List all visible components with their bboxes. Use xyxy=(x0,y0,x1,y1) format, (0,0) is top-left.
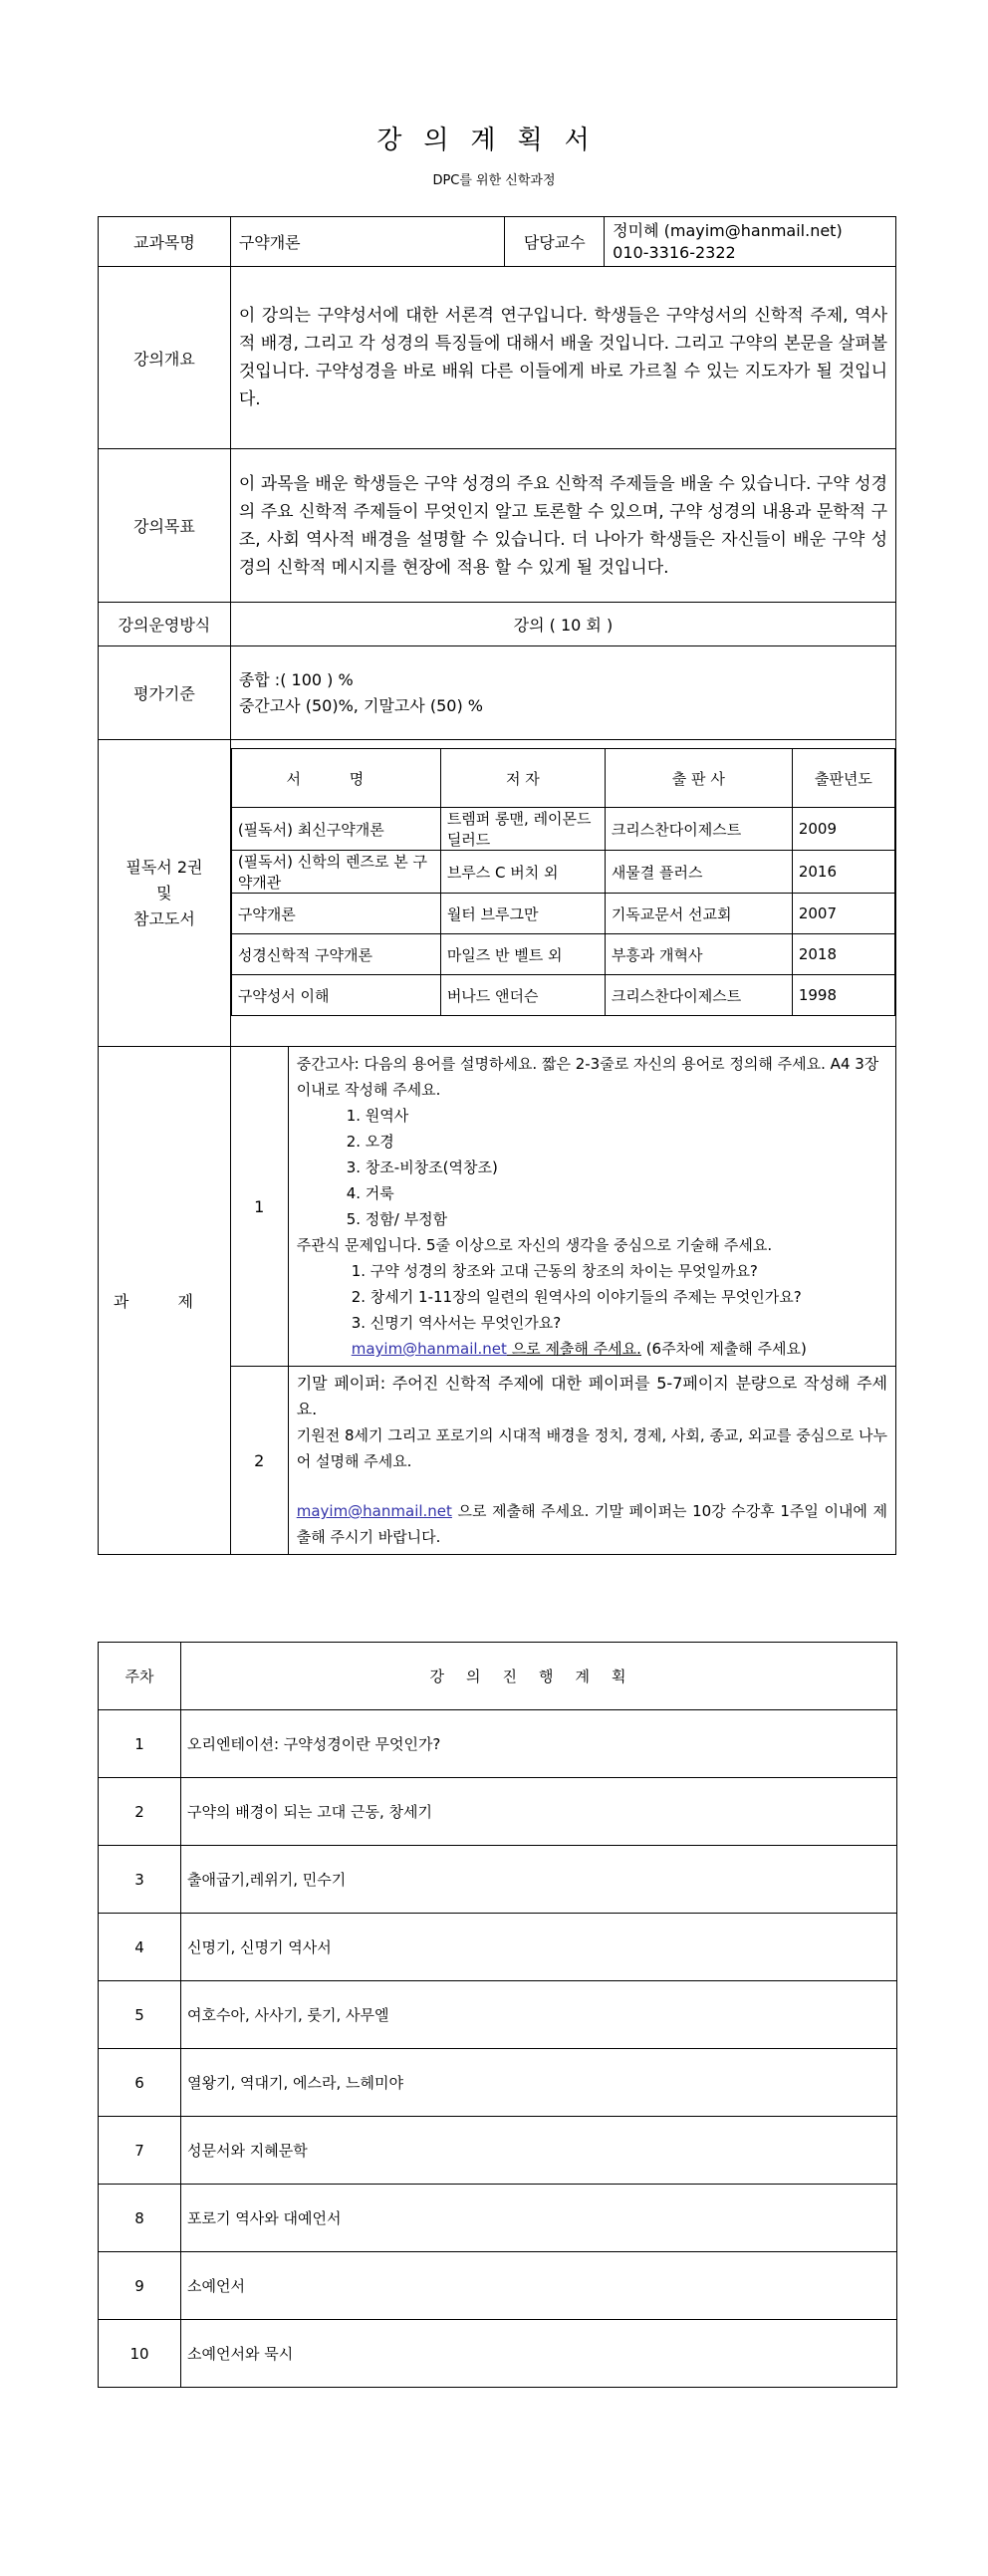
book-title: 성경신학적 구약개론 xyxy=(231,934,440,975)
list-item: 2. 창세기 1-11장의 일련의 원역사의 이야기들의 주제는 무엇인가요? xyxy=(351,1288,802,1306)
method-value: 강의 ( 10 회 ) xyxy=(230,603,895,646)
week-header: 주차 xyxy=(99,1643,181,1710)
submit-note: (6주차에 제출해 주세요) xyxy=(640,1340,807,1358)
books-header-year: 출판년도 xyxy=(792,749,894,808)
assignment-num: 2 xyxy=(230,1367,288,1555)
book-year: 2009 xyxy=(792,808,894,851)
list-item: 1. 구약 성경의 창조와 고대 근동의 창조의 차이는 무엇일까요? xyxy=(351,1262,758,1280)
week-topic: 구약의 배경이 되는 고대 근동, 창세기 xyxy=(181,1778,897,1846)
week-number: 9 xyxy=(99,2252,181,2320)
list-item: 1. 원역사 xyxy=(346,1107,409,1125)
syllabus-table xyxy=(98,216,896,1555)
list-item: 4. 거룩 xyxy=(346,1184,394,1202)
overview-text: 이 강의는 구약성서에 대한 서론격 연구입니다. 학생들은 구약성서의 신학적 주제, 역사적 배경, 그리고 각 성경의 특징들에 대해서 배울 것입니다. 그리고 구약의 본문을 살펴볼 것입니다. 구약성경을 바로 배워 다른 이들에게 바로 가르칠 수 있는 지도자가 될 것입니다. xyxy=(230,267,895,449)
book-year: 2018 xyxy=(792,934,894,975)
table-row xyxy=(99,1846,897,1914)
book-author: 트렘퍼 롱맨, 레이몬드 딜러드 xyxy=(440,808,605,851)
week-topic: 출애굽기,레위기, 민수기 xyxy=(181,1846,897,1914)
books-table xyxy=(231,748,895,1016)
books-cell xyxy=(230,740,895,1047)
list-item: 3. 신명기 역사서는 무엇인가요? xyxy=(351,1314,562,1332)
essay-intro: 주관식 문제입니다. 5줄 이상으로 자신의 생각을 중심으로 기술해 주세요. xyxy=(296,1236,773,1254)
table-row xyxy=(231,894,894,934)
assignment-1-heading: 중간고사: xyxy=(296,1055,360,1073)
eval-label: 평가기준 xyxy=(99,646,231,740)
list-item: 2. 오경 xyxy=(346,1133,394,1151)
submit-line xyxy=(297,1336,887,1362)
table-row xyxy=(99,1914,897,1981)
eval-cell xyxy=(230,646,895,740)
books-header-title: 서 명 xyxy=(231,749,440,808)
assignments-label: 과 제 xyxy=(99,1047,231,1555)
assignment-2-cell xyxy=(288,1367,895,1555)
goal-row xyxy=(99,449,896,603)
week-number: 2 xyxy=(99,1778,181,1846)
book-year: 1998 xyxy=(792,975,894,1016)
table-row xyxy=(231,808,894,851)
week-topic: 여호수아, 사사기, 룻기, 사무엘 xyxy=(181,1981,897,2049)
week-number: 4 xyxy=(99,1914,181,1981)
page-title: 강의계획서 xyxy=(376,126,612,155)
overview-row xyxy=(99,267,896,449)
table-row xyxy=(99,2252,897,2320)
page-subtitle: DPC를 위한 신학과정 xyxy=(432,173,556,188)
week-number: 1 xyxy=(99,1710,181,1778)
books-row xyxy=(99,740,896,1047)
book-publisher: 크리스찬다이제스트 xyxy=(605,808,792,851)
course-value: 구약개론 xyxy=(230,217,505,267)
table-row xyxy=(99,2320,897,2388)
eval-row xyxy=(99,646,896,740)
week-number: 3 xyxy=(99,1846,181,1914)
submit-email-link[interactable]: mayim@hanmail.net xyxy=(351,1340,507,1358)
submit-text: 으로 제출해 주세요. 기말 페이퍼는 10강 수강후 1주일 이내에 제출해 주시기 바랍니다. xyxy=(296,1502,887,1546)
book-publisher: 크리스찬다이제스트 xyxy=(605,975,792,1016)
goal-text: 이 과목을 배운 학생들은 구약 성경의 주요 신학적 주제들을 배울 수 있습니다. 구약 성경의 주요 신학적 주제들이 무엇인지 알고 토론할 수 있으며, 구약 성경의 내용과 문학적 구조, 사회 역사적 배경을 설명할 수 있습니다. 더 나아가 학생들은 자신들이 배운 구약 성경의 신학적 메시지를 현장에 적용 할 수 있게 될 것입니다. xyxy=(230,449,895,603)
week-number: 10 xyxy=(99,2320,181,2388)
goal-label: 강의목표 xyxy=(99,449,231,603)
week-topic: 오리엔테이션: 구약성경이란 무엇인가? xyxy=(181,1710,897,1778)
eval-breakdown: 중간고사 (50)%, 기말고사 (50) % xyxy=(238,695,483,715)
table-row xyxy=(231,975,894,1016)
prof-label: 담당교수 xyxy=(505,217,605,267)
table-row xyxy=(99,2049,897,2117)
week-topic: 소예언서 xyxy=(181,2252,897,2320)
table-row xyxy=(99,1710,897,1778)
books-label-line: 참고도서 xyxy=(132,908,195,928)
book-title: (필독서) 신학의 렌즈로 본 구약개관 xyxy=(231,851,440,894)
course-row xyxy=(99,217,896,267)
books-header-publisher: 출 판 사 xyxy=(605,749,792,808)
book-author: 브루스 C 버치 외 xyxy=(440,851,605,894)
week-number: 8 xyxy=(99,2185,181,2252)
book-title: 구약개론 xyxy=(231,894,440,934)
books-label xyxy=(99,740,231,1047)
books-label-line: 필독서 2권 xyxy=(125,857,203,877)
table-row xyxy=(99,1778,897,1846)
table-row xyxy=(99,2117,897,2185)
book-publisher: 부흥과 개혁사 xyxy=(605,934,792,975)
prof-phone: 010-3316-2322 xyxy=(613,242,736,262)
plan-header: 강의진행계획 xyxy=(181,1643,897,1710)
assignment-2-heading: 기말 페이퍼: 주어진 신학적 주제에 대한 페이퍼를 5-7페이지 분량으로 작성해 주세요. xyxy=(296,1374,887,1418)
assignment-2-body: 기원전 8세기 그리고 포로기의 시대적 배경을 정치, 경제, 사회, 종교, 외교를 중심으로 나누어 설명해 주세요. xyxy=(296,1426,887,1470)
week-number: 7 xyxy=(99,2117,181,2185)
book-publisher: 새물결 플러스 xyxy=(605,851,792,894)
overview-label: 강의개요 xyxy=(99,267,231,449)
table-row xyxy=(99,2185,897,2252)
week-topic: 성문서와 지혜문학 xyxy=(181,2117,897,2185)
book-year: 2007 xyxy=(792,894,894,934)
books-label-line: 및 xyxy=(156,883,172,902)
book-title: (필독서) 최신구약개론 xyxy=(231,808,440,851)
schedule-table xyxy=(98,1642,897,2388)
book-year: 2016 xyxy=(792,851,894,894)
method-row xyxy=(99,603,896,646)
submit-email-link[interactable]: mayim@hanmail.net xyxy=(296,1502,452,1520)
table-row xyxy=(99,1981,897,2049)
list-item: 5. 정함/ 부정함 xyxy=(346,1210,448,1228)
submit-line xyxy=(297,1498,887,1550)
books-header-row xyxy=(231,749,894,808)
book-title: 구약성서 이해 xyxy=(231,975,440,1016)
week-topic: 소예언서와 묵시 xyxy=(181,2320,897,2388)
book-author: 월터 브루그만 xyxy=(440,894,605,934)
table-row xyxy=(231,934,894,975)
assignment-row-1 xyxy=(99,1047,896,1367)
assignment-1-cell xyxy=(288,1047,895,1367)
week-topic: 열왕기, 역대기, 에스라, 느헤미야 xyxy=(181,2049,897,2117)
prof-cell xyxy=(605,217,896,267)
week-number: 6 xyxy=(99,2049,181,2117)
book-publisher: 기독교문서 선교회 xyxy=(605,894,792,934)
course-label: 교과목명 xyxy=(99,217,231,267)
submit-text: 으로 제출해 주세요. xyxy=(506,1340,641,1358)
assignment-1-intro-text: 다음의 용어를 설명하세요. 짧은 2-3줄로 자신의 용어로 정의해 주세요. A4 3장 이내로 작성해 주세요. xyxy=(296,1055,879,1099)
book-author: 버나드 앤더슨 xyxy=(440,975,605,1016)
assignment-num: 1 xyxy=(230,1047,288,1367)
method-label: 강의운영방식 xyxy=(99,603,231,646)
prof-name: 정미혜 (mayim@hanmail.net) xyxy=(613,220,843,240)
spacer xyxy=(297,1474,887,1498)
books-header-author: 저 자 xyxy=(440,749,605,808)
week-topic: 포로기 역사와 대예언서 xyxy=(181,2185,897,2252)
book-author: 마일즈 반 벨트 외 xyxy=(440,934,605,975)
assignment-1-intro xyxy=(297,1051,887,1103)
schedule-header-row xyxy=(99,1643,897,1710)
list-item: 3. 창조-비창조(역창조) xyxy=(346,1159,498,1176)
eval-total: 종합 :( 100 ) % xyxy=(238,669,354,689)
week-topic: 신명기, 신명기 역사서 xyxy=(181,1914,897,1981)
week-number: 5 xyxy=(99,1981,181,2049)
table-row xyxy=(231,851,894,894)
